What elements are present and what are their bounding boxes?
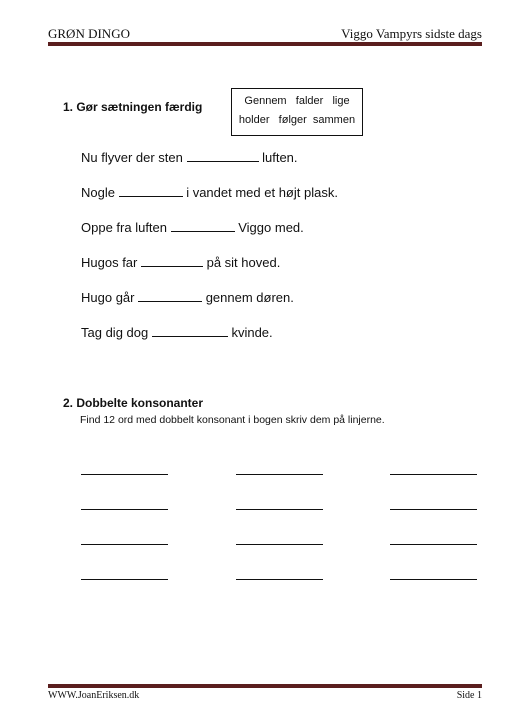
answer-line-2-3[interactable] [390, 509, 477, 510]
header-book-title: Viggo Vampyrs sidste dags [341, 26, 482, 41]
answer-line-4-2[interactable] [236, 579, 323, 580]
answer-line-4-1[interactable] [81, 579, 168, 580]
sentence-5-after: gennem døren. [202, 290, 294, 305]
sentence-4 [81, 254, 280, 270]
answer-line-3-2[interactable] [236, 544, 323, 545]
footer-page-number: Side 1 [456, 690, 482, 701]
sentence-2 [81, 184, 338, 200]
footer-rule [48, 684, 482, 688]
sentence-3-after: Viggo med. [234, 220, 304, 235]
answer-blank-6[interactable] [152, 324, 228, 337]
page-header [48, 24, 482, 44]
answer-blank-3[interactable] [171, 219, 235, 232]
sentence-1-before: Nu flyver der sten [81, 150, 187, 165]
sentence-6 [81, 324, 273, 340]
section1-title: 1. Gør sætningen færdig [63, 100, 203, 114]
sentence-2-after: i vandet med et højt plask. [182, 185, 338, 200]
header-title: GRØN DINGO [48, 26, 130, 41]
answer-line-1-1[interactable] [81, 474, 168, 475]
footer-website: WWW.JoanEriksen.dk [48, 690, 140, 701]
sentence-2-before: Nogle [81, 185, 119, 200]
answer-blank-5[interactable] [138, 289, 202, 302]
section2-instruction: Find 12 ord med dobbelt konsonant i bogen skriv dem på linjerne. [80, 414, 385, 426]
header-rule [48, 42, 482, 46]
answer-line-3-1[interactable] [81, 544, 168, 545]
sentence-6-after: kvinde. [227, 325, 273, 340]
sentence-3-before: Oppe fra luften [81, 220, 171, 235]
word-box-line-2: holder følger sammen [238, 114, 356, 126]
sentence-1 [81, 149, 298, 165]
answer-line-4-3[interactable] [390, 579, 477, 580]
word-box-line-1: Gennem falder lige [244, 95, 350, 107]
answer-blank-2[interactable] [119, 184, 183, 197]
answer-blank-4[interactable] [141, 254, 203, 267]
section2-title: 2. Dobbelte konsonanter [63, 396, 204, 410]
answer-line-1-2[interactable] [236, 474, 323, 475]
sentence-6-before: Tag dig dog [81, 325, 152, 340]
answer-blank-1[interactable] [187, 149, 259, 162]
word-box [231, 88, 363, 136]
answer-line-2-1[interactable] [81, 509, 168, 510]
sentence-5 [81, 289, 294, 305]
sentence-4-before: Hugos far [81, 255, 141, 270]
answer-line-2-2[interactable] [236, 509, 323, 510]
sentence-4-after: på sit hoved. [202, 255, 281, 270]
sentence-3 [81, 219, 304, 235]
answer-line-1-3[interactable] [390, 474, 477, 475]
answer-line-3-3[interactable] [390, 544, 477, 545]
sentence-5-before: Hugo går [81, 290, 139, 305]
sentence-1-after: luften. [258, 150, 298, 165]
